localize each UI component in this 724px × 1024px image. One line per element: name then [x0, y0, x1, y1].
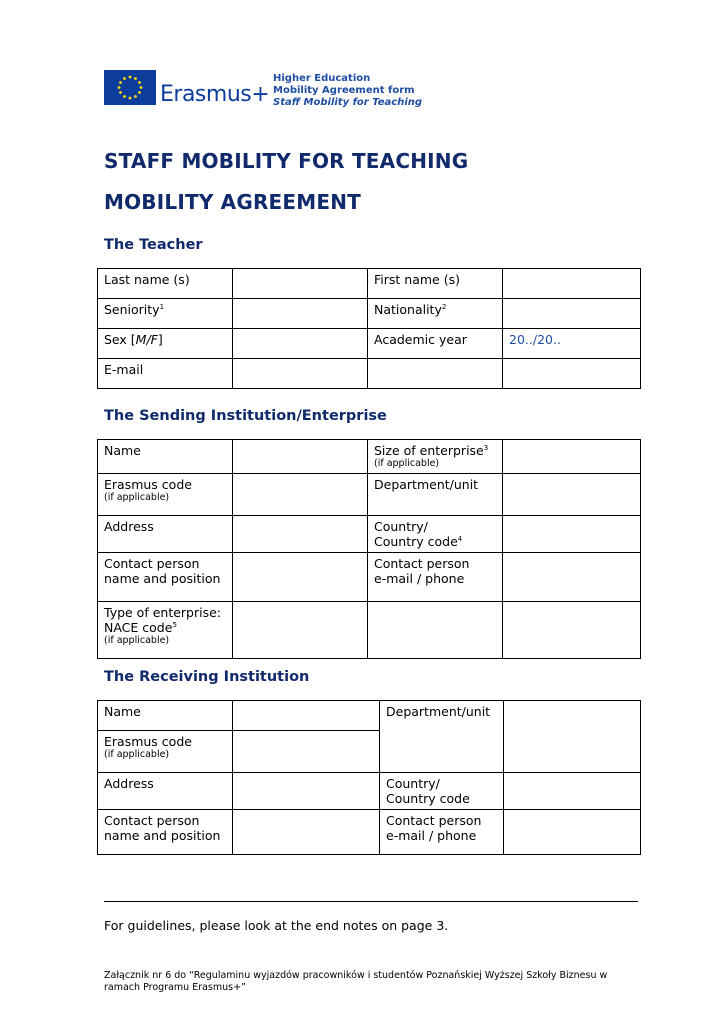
last-name-field[interactable] [233, 269, 368, 299]
seniority-field[interactable] [233, 299, 368, 329]
sending-country-field[interactable] [503, 516, 641, 553]
nationality-field[interactable] [503, 299, 641, 329]
form-header [273, 73, 422, 109]
guidelines-note: For guidelines, please look at the end notes on page 3. [104, 918, 449, 933]
empty-cell [368, 602, 503, 659]
sending-department-field[interactable] [503, 474, 641, 516]
sending-contact-email-field[interactable] [503, 553, 641, 602]
page-footer: Załącznik nr 6 do “Regulaminu wyjazdów pracowników i studentów Poznańskiej Wyższej Szkoły Biznesu w ramach Programu Erasmus+” [104, 970, 608, 993]
receiving-address-label: Address [98, 773, 233, 810]
header-line-2: Mobility Agreement form [273, 85, 415, 96]
academic-year-label: Academic year [368, 329, 503, 359]
sending-table [97, 439, 641, 659]
receiving-contact-field[interactable] [233, 810, 380, 855]
sex-label: Sex [M/F] [98, 329, 233, 359]
sending-country-label: Country/ Country code$^4$ [368, 516, 503, 553]
sex-field[interactable] [233, 329, 368, 359]
empty-cell [503, 602, 641, 659]
receiving-address-field[interactable] [233, 773, 380, 810]
receiving-erasmus-code-label: Erasmus code (if applicable) [98, 731, 233, 773]
receiving-contact-email-field[interactable] [504, 810, 641, 855]
sending-erasmus-code-label: Erasmus code (if applicable) [98, 474, 233, 516]
seniority-label: Seniority$^1$ [98, 299, 233, 329]
last-name-label: Last name (s) [98, 269, 233, 299]
sending-name-field[interactable] [233, 440, 368, 474]
sending-address-field[interactable] [233, 516, 368, 553]
receiving-heading: The Receiving Institution [104, 669, 310, 685]
page-subtitle: MOBILITY AGREEMENT [104, 190, 362, 214]
receiving-table [97, 700, 641, 855]
erasmus-logo-text: Erasmus+ [160, 82, 270, 107]
empty-cell [503, 359, 641, 389]
teacher-heading: The Teacher [104, 237, 203, 253]
header-line-3: Staff Mobility for Teaching [273, 97, 423, 108]
empty-cell [368, 359, 503, 389]
receiving-country-field[interactable] [504, 773, 641, 810]
page-title: STAFF MOBILITY FOR TEACHING [104, 149, 469, 173]
size-field[interactable] [503, 440, 641, 474]
receiving-name-field[interactable] [233, 701, 380, 731]
receiving-country-label: Country/ Country code [380, 773, 504, 810]
academic-year-field[interactable]: 20../20.. [503, 329, 641, 359]
nationality-label: Nationality$^2$ [368, 299, 503, 329]
sending-contact-label: Contact person name and position [98, 553, 233, 602]
footnote-divider [104, 901, 638, 902]
size-label: Size of enterprise$^3$ (if applicable) [368, 440, 503, 474]
enterprise-type-label: Type of enterprise: NACE code$^5$ (if applicable) [98, 602, 233, 659]
first-name-label: First name (s) [368, 269, 503, 299]
teacher-table [97, 268, 641, 389]
eu-flag-logo [104, 70, 156, 105]
receiving-contact-label: Contact person name and position [98, 810, 233, 855]
receiving-name-label: Name [98, 701, 233, 731]
sending-department-label: Department/unit [368, 474, 503, 516]
sending-contact-field[interactable] [233, 553, 368, 602]
header-line-1: Higher Education [273, 73, 371, 84]
email-field[interactable] [233, 359, 368, 389]
first-name-field[interactable] [503, 269, 641, 299]
sending-contact-email-label: Contact person e-mail / phone [368, 553, 503, 602]
receiving-department-field[interactable] [504, 701, 641, 773]
sending-address-label: Address [98, 516, 233, 553]
receiving-erasmus-code-field[interactable] [233, 731, 380, 773]
receiving-department-label: Department/unit [380, 701, 504, 773]
sending-erasmus-code-field[interactable] [233, 474, 368, 516]
email-label: E-mail [98, 359, 233, 389]
receiving-contact-email-label: Contact person e-mail / phone [380, 810, 504, 855]
sending-name-label: Name [98, 440, 233, 474]
enterprise-type-field[interactable] [233, 602, 368, 659]
sending-heading: The Sending Institution/Enterprise [104, 408, 387, 424]
